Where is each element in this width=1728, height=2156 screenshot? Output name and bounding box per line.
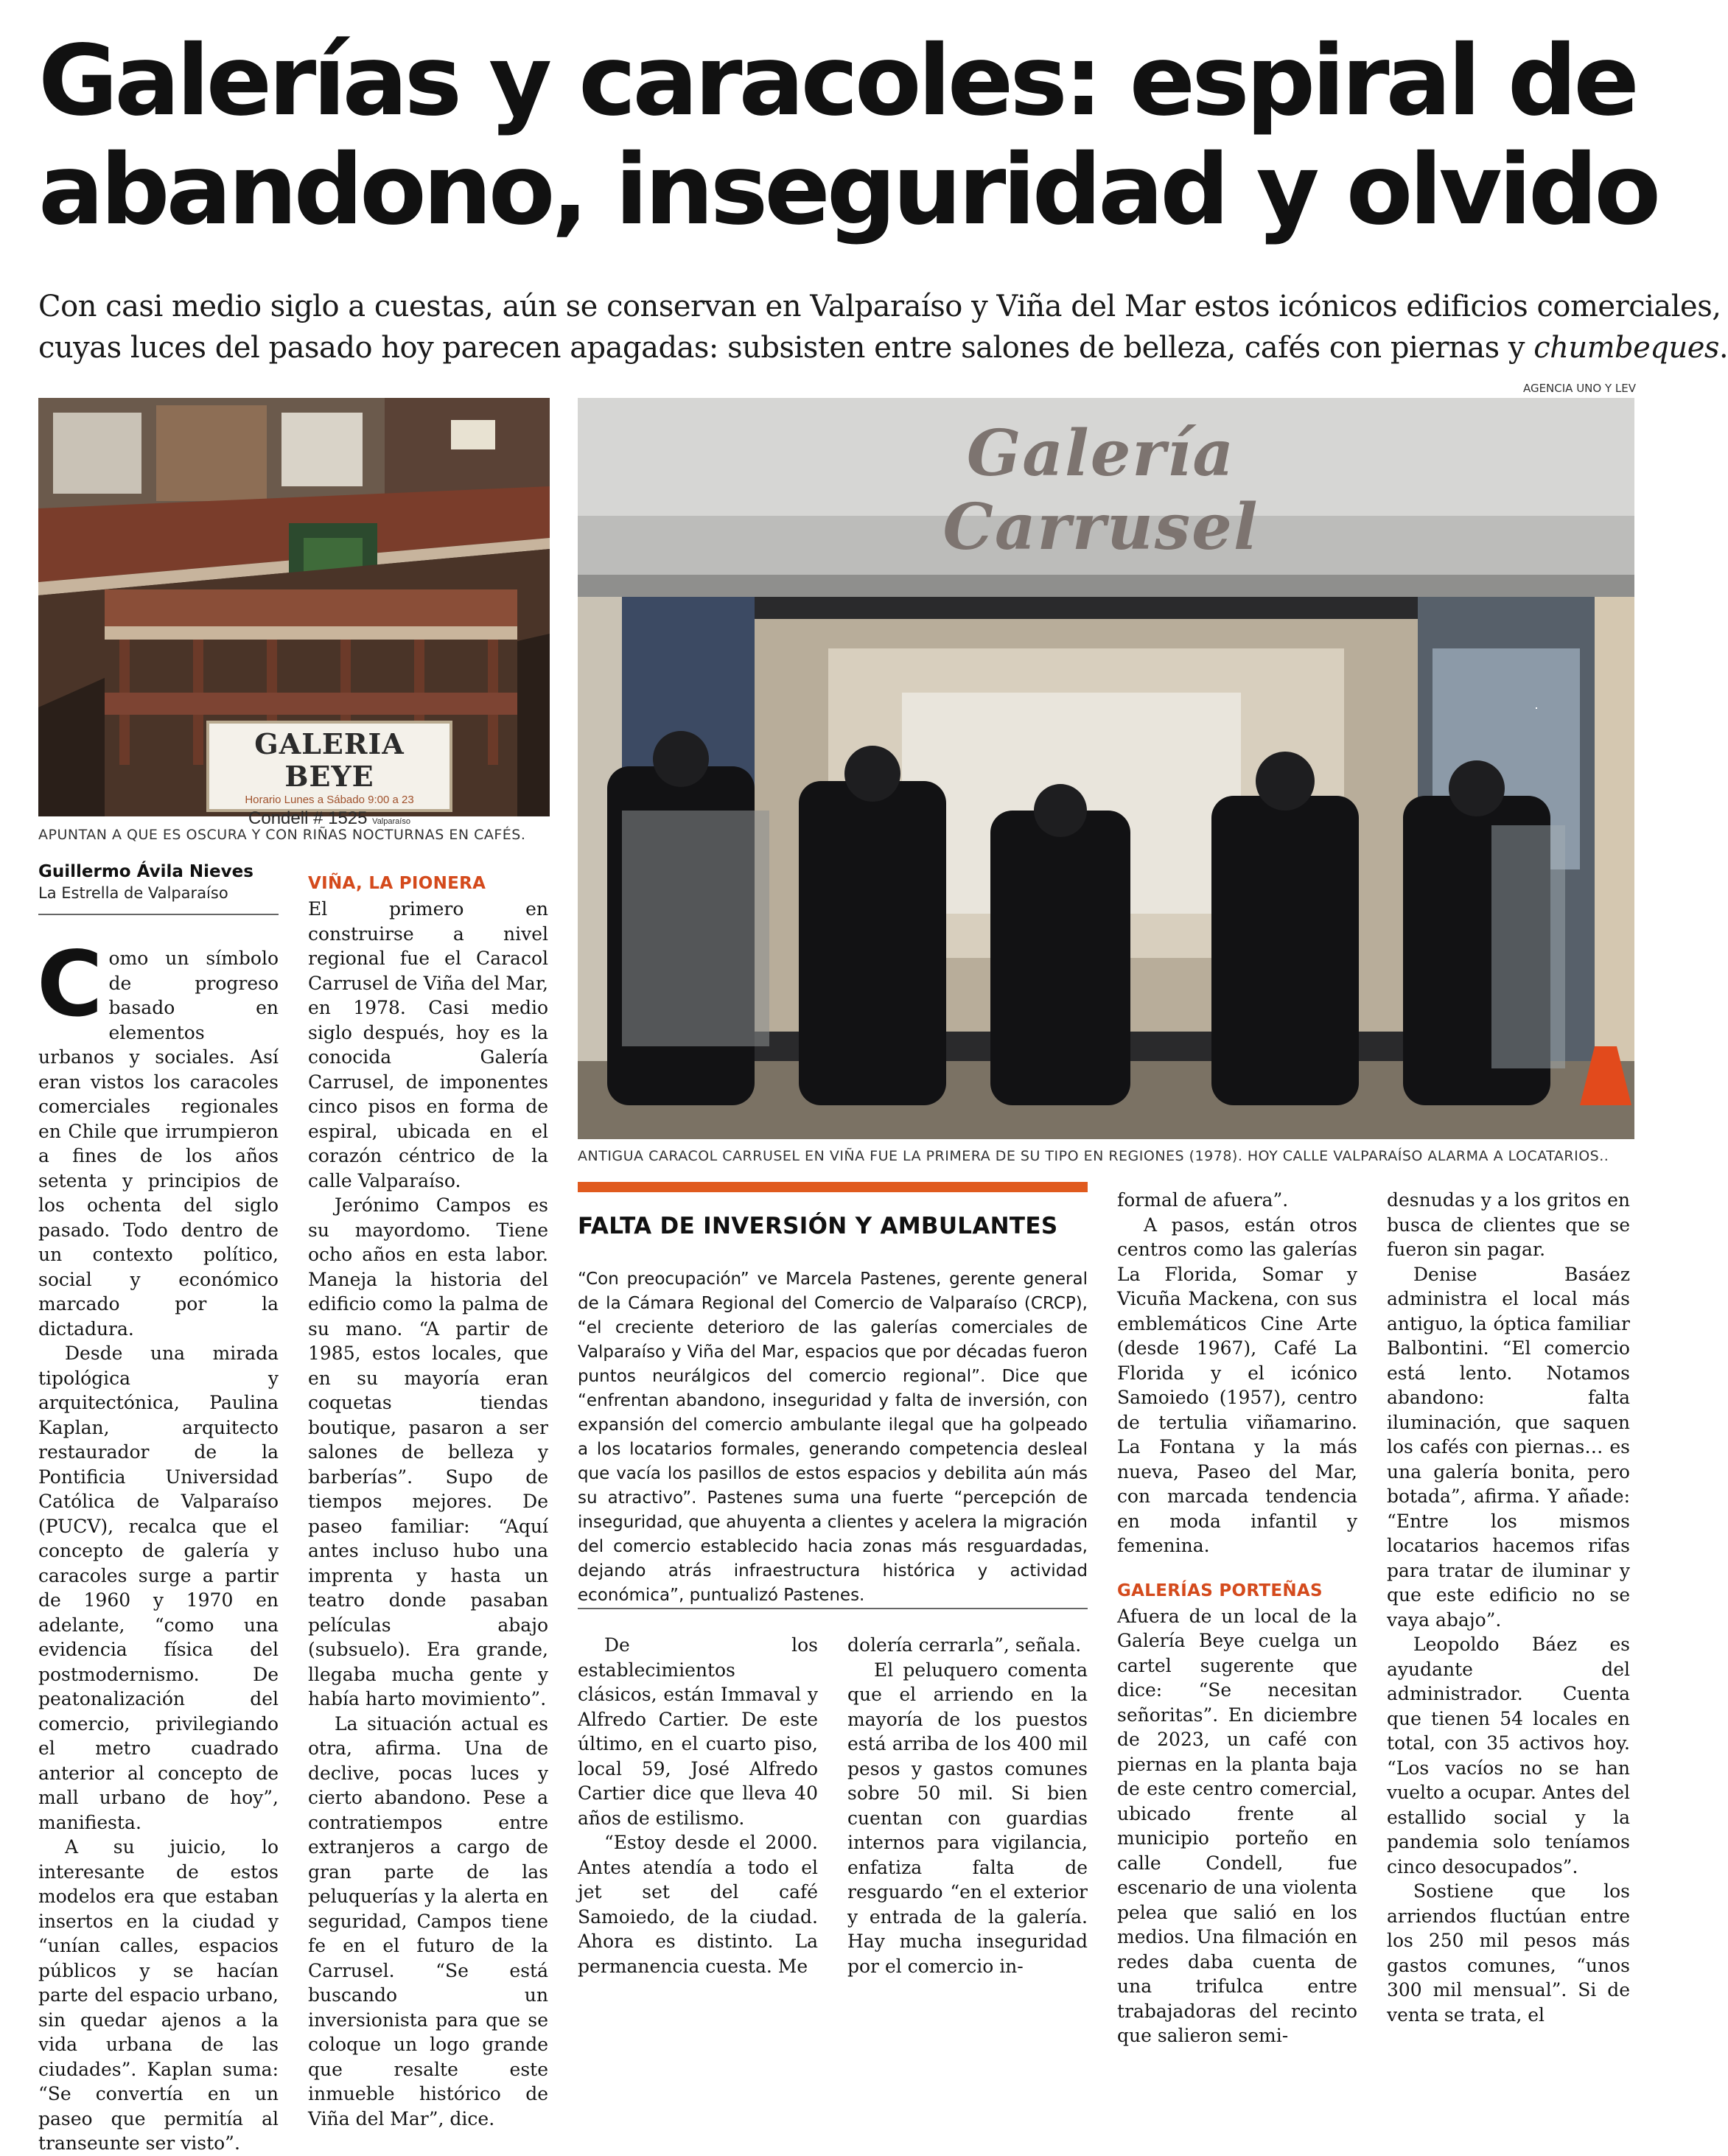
col6-paragraph-2: Denise Basáez administra el local más antiguo, la óptica familiar Balbontini. “El comercio está lento. Notamos abandono: falta iluminación, que saquen los cafés con piernas… es una galería bonita, pero botada”, afirma. Y añade: “Entre los mismos locatarios hacemos rifas para tratar de iluminar y que este edificio no se vaya abajo”. bbox=[1387, 1263, 1630, 1631]
box-paragraph: “Con preocupación” ve Marcela Pastenes, gerente general de la Cámara Regional del Comercio de Valparaíso (CRCP), “el creciente deterioro de las galerías comerciales de Valparaíso y Viña del Mar, espacios que por décadas fueron puntos neurálgicos del comercio regional”. Dice que “enfrentan abandono, inseguridad y falta de inversión, con expansión del comercio ambulante ilegal que ha golpeado a los locatarios formales, generando competencia desleal que vacía los pasillos de estos espacios y debilita aún más su atractivo”. Pastenes suma una fuerte “percepción de inseguridad, que ahuyenta a clientes y acelera la migración del comercio establecido hacia zonas más resguardadas, dejando atrás infraestructura histórica y actividad económica”, puntualizó Pastenes. bbox=[578, 1270, 1088, 1605]
column-4 bbox=[847, 1633, 1088, 1978]
photo-galeria-carrusel bbox=[578, 398, 1634, 1139]
col2-paragraph-1: El primero en construirse a nivel regional fue el Caracol Carrusel de Viña del Mar, en 1978. Casi medio siglo después, hoy es la conocida Galería Carrusel, de imponentes cinco pisos en forma de espiral, ubicada en el corazón céntrico de la calle Valparaíso. bbox=[308, 898, 548, 1191]
caption-left-photo: APUNTAN A QUE ES OSCURA Y CON RIÑAS NOCTURNAS EN CAFÉS. bbox=[38, 827, 526, 843]
column-5 bbox=[1117, 1188, 1357, 2048]
col6-paragraph-4: Sostiene que los arriendos fluctúan entre los 250 mil pesos más gastos comunes, “unos 300 mil mensual”. Si de venta se trata, el bbox=[1387, 1880, 1630, 2026]
carrusel-sign: Galería Carrusel bbox=[942, 416, 1259, 564]
col2-paragraph-2: Jerónimo Campos es su mayordomo. Tiene ocho años en esta labor. Maneja la historia del edificio como la palma de su mano. “A partir de 1985, estos locales, que en su mayoría eran coquetas tiendas boutique, pasaron a ser salones de belleza y barberías”. Supo de tiempos mejores. De paseo familiar: “Aquí antes incluso hubo una imprenta y hasta un teatro donde pasaban películas abajo (subsuelo). Era grande, llegaba mucha gente y había harto movimiento”. bbox=[308, 1194, 548, 1709]
deck-line-2 bbox=[38, 327, 1728, 368]
dropcap: C bbox=[37, 932, 103, 1037]
deck-italic-word: chumbeques bbox=[1533, 331, 1719, 365]
subhead-vina-la-pionera: VIÑA, LA PIONERA bbox=[308, 874, 486, 893]
col4-paragraph-2: El peluquero comenta que el arriendo en la mayoría de los puestos está arriba de los 400 mil pesos y gastos comunes sobre 50 mil. Si bien cuentan con guardias internos para vigilancia, enfatiza falta de resguardo “en el exterior y entrada de la galería. Hay mucha inseguridad por el comercio in- bbox=[847, 1659, 1088, 1977]
col5-paragraph-1: formal de afuera”. bbox=[1117, 1189, 1289, 1211]
col3-paragraph-1: De los establecimientos clásicos, están Immaval y Alfredo Cartier. De este último, en el cuarto piso, local 59, José Alfredo Cartier dice que lleva 40 años de estilismo. bbox=[578, 1634, 818, 1829]
deck bbox=[38, 286, 1728, 368]
col2-paragraph-3: La situación actual es otra, afirma. Una de declive, pocas luces y cierto abandono. Pese a contratiempos entre extranjeros a cargo de gran parte de las peluquerías y la alerta en seguridad, Campos tiene fe en el futuro de la Carrusel. “Se está buscando un inversionista para que se coloque un logo grande que resalte este inmueble histórico de Viña del Mar”, dice. bbox=[308, 1712, 548, 2129]
box-body bbox=[578, 1267, 1088, 1608]
sign-address-text: Condell # 1525 bbox=[248, 808, 368, 828]
box-title: FALTA DE INVERSIÓN Y AMBULANTES bbox=[578, 1213, 1058, 1239]
subhead-galerias-portenas: GALERÍAS PORTEÑAS bbox=[1117, 1581, 1323, 1600]
col4-paragraph-1: dolería cerrarla”, señala. bbox=[847, 1634, 1082, 1656]
col3-paragraph-2: “Estoy desde el 2000. Antes atendía a todo el jet set del café Samoiedo, de la ciudad. Ahora es distinto. La permanencia cuesta. Me bbox=[578, 1832, 818, 1977]
sign-hours: Horario Lunes a Sábado 9:00 a 23 bbox=[245, 794, 414, 806]
caption-main-photo: ANTIGUA CARACOL CARRUSEL EN VIÑA FUE LA PRIMERA DE SU TIPO EN REGIONES (1978). HOY CALLE VALPARAÍSO ALARMA A LOCATARIOS.. bbox=[578, 1148, 1609, 1164]
box-bottom-rule bbox=[578, 1608, 1088, 1609]
headline-line-1: Galerías y caracoles: espiral de bbox=[38, 24, 1636, 138]
headline bbox=[38, 24, 1674, 247]
col1-paragraph-1 bbox=[37, 932, 279, 1341]
column-3 bbox=[578, 1633, 818, 1978]
column-6 bbox=[1387, 1188, 1630, 2027]
byline-rule bbox=[38, 914, 279, 915]
byline-org: La Estrella de Valparaíso bbox=[38, 884, 228, 902]
photo-galeria-beye bbox=[38, 398, 550, 828]
col1-paragraph-2: Desde una mirada tipológica y arquitectónica, Paulina Kaplan, arquitecto restaurador de la Pontificia Universidad Católica de Valparaíso (PUCV), recalca que el concepto de galería y caracoles surge a partir de 1960 y 1970 en adelante, “como una evidencia física del postmodernismo. De peatonalización del comercio, privilegiando el metro cuadrado anterior al concepto de mall urbano de hoy”, manifiesta. bbox=[38, 1343, 279, 1833]
column-1 bbox=[37, 932, 279, 2156]
sign-city: Valparaíso bbox=[372, 817, 410, 826]
col5-paragraph-2: A pasos, están otros centros como las galerías La Florida, Somar y Vicuña Mackena, con sus emblemáticos Cine Arte (desde 1967), Café La Florida y el icónico Samoiedo (1957), centro de tertulia viñamarino. La Fontana y la más nueva, Paseo del Mar, con marcada tendencia en moda infantil y femenina. bbox=[1117, 1214, 1357, 1556]
col1-paragraph-3: A su juicio, lo interesante de estos modelos era que estaban insertos en la ciudad y “unían calles, espacios públicos y se hacían parte del espacio urbano, sin quedar ajenos a la vida urbana de las ciudades”. Kaplan suma: “Se convertía en un paseo que permitía al transeunte ser visto”. bbox=[38, 1836, 279, 2154]
sign-galeria-beye bbox=[214, 727, 445, 828]
byline-name: Guillermo Ávila Nieves bbox=[38, 862, 253, 881]
deck-line-2-text: cuyas luces del pasado hoy parecen apagadas: subsisten entre salones de belleza, cafés con piernas y bbox=[38, 331, 1534, 365]
deck-line-2-end: . bbox=[1718, 331, 1728, 365]
box-accent-bar bbox=[578, 1182, 1088, 1192]
photo-credit: AGENCIA UNO Y LEV bbox=[1522, 382, 1636, 395]
deck-line-1: Con casi medio siglo a cuestas, aún se conservan en Valparaíso y Viña del Mar estos icónicos edificios comerciales, bbox=[38, 290, 1721, 323]
headline-line-2: abandono, inseguridad y olvido bbox=[38, 133, 1658, 247]
col6-paragraph-3: Leopoldo Báez es ayudante del administrador. Cuenta que tienen 54 locales en total, con 35 activos hoy. “Los vacíos no se han vuelto a ocupar. Antes del estallido social y la pandemia solo teníamos cinco desocupados”. bbox=[1387, 1634, 1630, 1877]
sign-title: GALERIA BEYE bbox=[254, 727, 405, 793]
column-2 bbox=[308, 897, 548, 2131]
col6-paragraph-1: desnudas y a los gritos en busca de clientes que se fueron sin pagar. bbox=[1387, 1189, 1630, 1260]
col5-paragraph-3: Afuera de un local de la Galería Beye cuelga un cartel sugerente que dice: “Se necesitan señoritas”. En diciembre de 2023, un café con piernas en la planta baja de este centro comercial, ubicado frente al municipio porteño en calle Condell, fue escenario de una violenta pelea que salió en los medios. Una filmación en redes daba cuenta de una trifulca entre trabajadoras del recinto que salieron semi- bbox=[1117, 1605, 1357, 2046]
col1-p1-text: omo un símbolo de progreso basado en elementos urbanos y sociales. Así eran vistos los caracoles comerciales regionales en Chile que irrumpieron a fines de los años setenta y principios de los ochenta del siglo pasado. Todo dentro de un contexto político, social y económico marcado por la dictadura. bbox=[38, 948, 279, 1340]
